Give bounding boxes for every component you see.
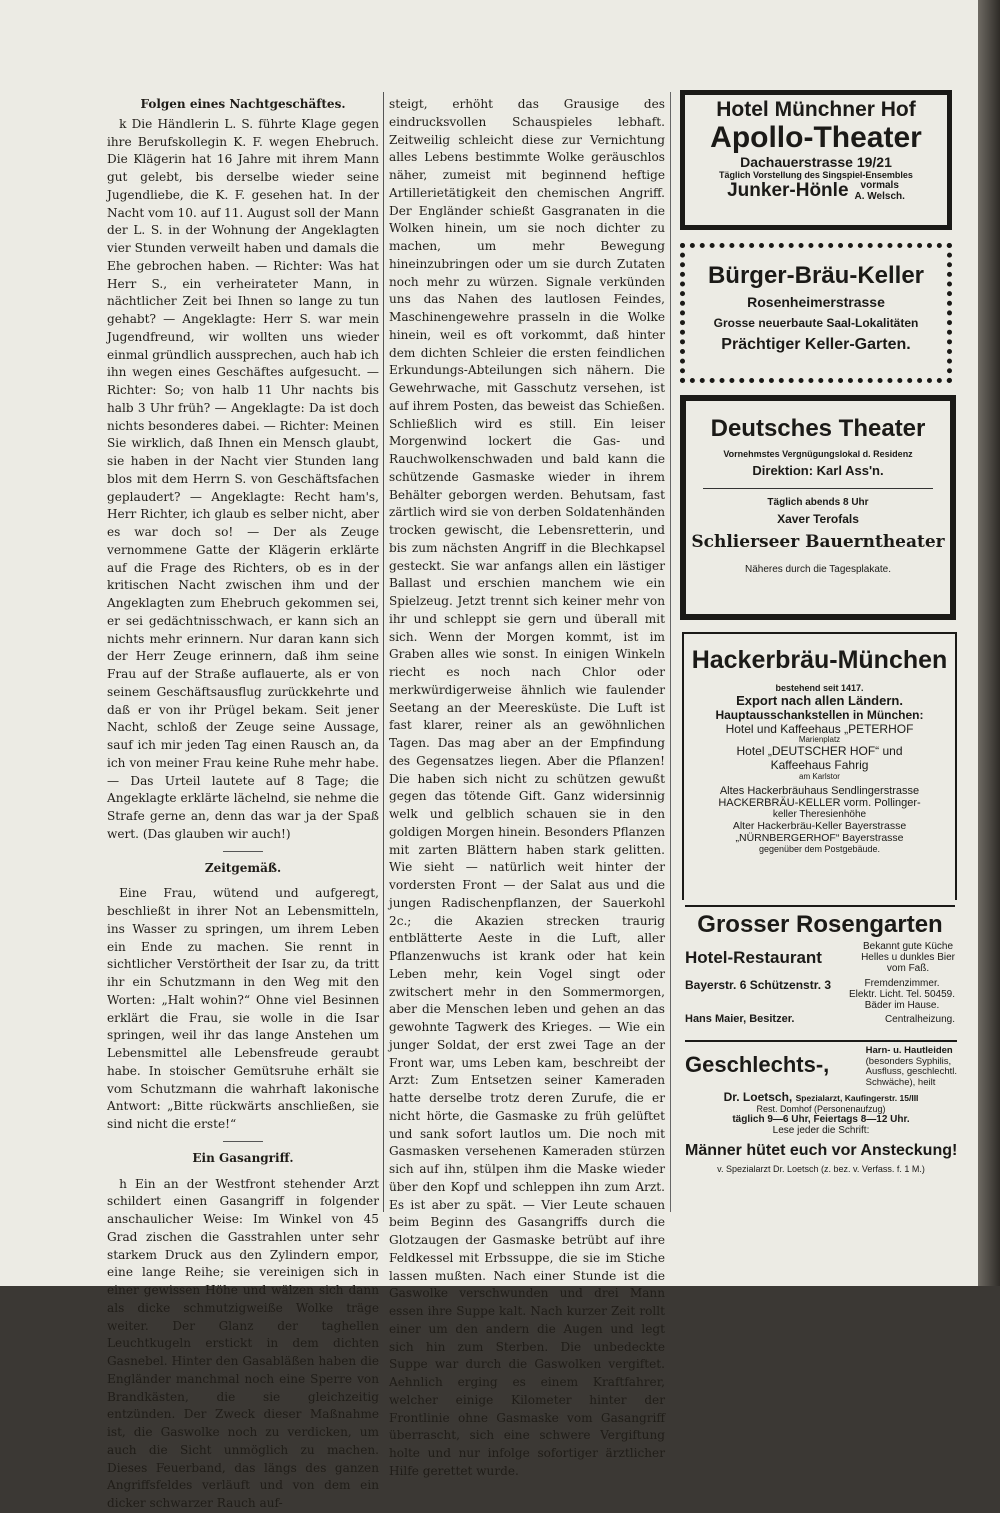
ad-hacker-alter: Alter Hackerbräu-Keller Bayerstrasse: [732, 820, 907, 832]
ad-loetsch-domhof: Rest. Domhof (Personenaufzug): [756, 1104, 886, 1114]
ad-theater-bauerntheater: Schlierseer Bauerntheater: [691, 532, 945, 552]
ad-apollo-formerly: vormals: [860, 180, 899, 191]
ad-hacker-post: gegenüber dem Postgebäude.: [758, 844, 881, 854]
ad-theater-title: Deutsches Theater: [710, 415, 926, 442]
article-body-zeitgemaess: Eine Frau, wütend und aufgeregt, beschließt in ihrer Not an Lebensmitteln, ins Wasser zu springen, um ihrem Leben ein Ende zu machen. Sie rennt in sichtlicher Verstörtheit der Isar zu, da tritt ihr ein Schutzmann in den Weg mit den Worten: „Halt wohin?“ Ohne viel Besinnen erklärt die Frau, sie wolle in die Isar springen, weil ihr das lange Anstehen um Lebensmittel alle Lebensfreude geraubt habe. In stoischer Gemütsruhe erhält sie vom Schutzmann die wahrhaft lakonische Antwort: „Bitte rückwärts anschließen, sie sind nicht die erste!“: [107, 886, 379, 1131]
ad-rosengarten-address: Bayerstr. 6 Schützenstr. 3: [685, 978, 832, 992]
ad-buerger-braeu-keller: [680, 243, 952, 383]
ad-apollo-daily: Täglich Vorstellung des Singspiel-Ensembles: [719, 170, 913, 180]
ad-apollo-hotel: Hotel Münchner Hof: [716, 98, 916, 121]
ad-apollo-address: Dachauerstrasse 19/21: [740, 154, 892, 170]
ad-rosengarten-tap: vom Faß.: [886, 963, 930, 974]
ad-hacker-founded: bestehend seit 1417.: [775, 683, 864, 693]
ad-loetsch-hours: täglich 9—6 Uhr, Feiertags 8—12 Uhr.: [732, 1114, 910, 1125]
ad-hacker-fahrig: Kaffeehaus Fahrig: [770, 758, 869, 772]
ad-hacker-theresienhoehe: keller Theresienhöhe: [772, 809, 867, 820]
ad-hacker-title: Hackerbräu-München: [691, 646, 948, 674]
ad-loetsch-doctor: Dr. Loetsch,: [723, 1090, 793, 1104]
ad-deutsches-theater: [680, 395, 956, 620]
ad-hackerbraeu: [682, 632, 957, 900]
ad-theater-terofal: Xaver Terofals: [777, 512, 859, 526]
ad-theater-direction: Direktion: Karl Ass'n.: [752, 463, 884, 478]
ad-rosengarten-beer: Helles u dunkles Bier: [861, 952, 955, 963]
column-divider: [383, 92, 384, 1212]
ad-loetsch-warning: Männer hütet euch vor Ansteckung!: [685, 1142, 958, 1159]
article-heading-gasangriff: Ein Gasangriff.: [192, 1150, 294, 1165]
text-column-left: [107, 96, 379, 1513]
ad-grosser-rosengarten: [685, 905, 955, 1035]
ad-rosengarten-light: Elektr. Licht. Tel. 50459.: [849, 989, 955, 1000]
article-body-gasangriff-continued: steigt, erhöht das Grausige des eindrucksvollen Schauspieles lebhaft. Zeitweilig schleicht diese zur Vernichtung alles Lebens bestimmte Wolke geräuschlos näher, zumeist mit beginnend heftige Artillerietätigkeit den chemischen Angriff. Der Engländer schießt Gasgranaten in die Wolken hinein, um sie noch dichter zu machen, um mehr Bewegung hineinzubringen oder um sie durch Zutaten noch mehr zu würzen. Signale verkünden uns das Nahen des lautlosen Feindes, Maschinengewehre prasseln in die Wolke hinein, weil es oft vorkommt, daß hinter dem dichten Schleier die ersten feindlichen Erkundungs-Abteilungen sich nähern. Die Gewehrwache, mit Gasschutz versehen, ist auf ihrem Posten, das beweist das Schießen. Schließlich wird es still. Ein leiser Morgenwind lockert die Gas- und Rauchwolkenschwaden und bald kann die schützende Gasmaske wieder in ihrem Behälter geborgen werden. Behutsam, fast zärtlich wird sie von derben Soldatenhänden trocken gewischt, die Lebensretterin, und bis zum nächsten Angriff in die Blechkapsel gesteckt. Sie war anfangs allen ein lästiger Ballast und erschien manchem wie ein Spielzeug. Jetzt trennt sich keiner mehr von ihr und schleppt sie gern und überall mit sich. Wenn der Morgen kommt, ist im Graben alles wie sonst. In einigen Winkeln riecht es noch nach Chlor oder merkwürdigerweise ähnlich wie faulender Seetang an der Meeresküste. Die Luft ist fast klarer, reiner als an gewöhnlichen Tagen. Das mag aber an der Empfindung des Gegensatzes liegen. Aber die Pflanzen! Die haben sich nicht zu schützen gewußt gegen das tötende Gift. Ganz widersinnig welk und gelblich schauen sie in den goldigen Morgen hinein. Besonders Pflanzen mit zarten Blättern haben stark gelitten. Wie sieht — natürlich weit hinter der vordersten Front — der Salat aus und die jungen Radischenpflanzen, der Sauerkohl 2c.; die Akazien strecken traurig entblätterte Aeste in die Luft, aller Pflanzenwuchs ist krank oder hat kein Leben mehr, kein Vogel singt oder zwitschert mehr in den Sommermorgen, aber die Menschen leben und gehen an das gewohnte Tagwerk des Krieges. — Wie ein junger Soldat, der erst zwei Tage an der Front war, ums Leben kam, beschreibt der Arzt: Zum Entsetzen seiner Kameraden hatte derselbe trotz deren Zurufe, die er nicht hörte, die Gasmaske zu früh gelüftet und sank sofort lautlos um. Die noch mit Gasmasken versehenen Kameraden stürzen sich auf ihn, stülpen ihm die Maske wieder über den Kopf und schleppen ihn zum Arzt. Es ist aber zu spät. — Vier Leute schauen beim Beginn des Gasangriffs durch die Glotzaugen der Gasmaske betrübt auf ihre Feldkessel mit Erbssuppe, die sie im Stiche lassen mußten. Nach einer Stunde ist die Gaswolke verschwunden und drei Mann essen ihre Suppe kalt. Nach kurzer Zeit rollt einer um den andern die Augen und legt sich hin zum Sterben. Die unbedeckte Suppe war durch die Gaswolken vergiftet. Aehnlich erging es einem Kraftfahrer, welcher einige Kilometer hinter der Frontlinie ohne Gasmaske vom Gasangriff überrascht, sich eine schwere Vergiftung holte und nur infolge sofortiger ärztlicher Hilfe gerettet wurde.: [389, 97, 665, 1478]
article-body-nachtgeschaeft: k Die Händlerin L. S. führte Klage gegen ihre Berufskollegin K. F. wegen Ehebruch. Die Klägerin hat 16 Jahre mit ihrem Mann gut gelebt, bis derselbe wieder seine Jugendliebe, die K. F. gesehen hat. In der Nacht vom 10. auf 11. August soll der Mann der L. S. in der Wohnung der Angeklagten vier Stunden verweilt haben und damals die Ehe gebrochen haben. — Richter: Was hat Herr S., ein verheirateter Mann, in nächtlicher Zeit bei Ihnen so lange zu tun gehabt? — Angeklagte: Herr S. war mein Jugendfreund, wir wollten uns wieder einmal gründlich aussprechen, auch hab ich ihn wegen eines Geschäftes aufgesucht. — Richter: So; von halb 11 Uhr nachts bis halb 3 Uhr früh? — Angeklagte: Da ist doch nichts besonderes dabei. — Richter: Meinen Sie wirklich, daß Ihnen ein Mensch glaubt, sie haben in der Nacht vier Stunden lang blos mit dem Herrn S. von Geschäftsfachen geplaudert? — Angeklagte: Recht ham's, Herr Richter, ich glaub es selber nicht, aber es war doch so! — Der als Zeuge vernommene Gatte der Klägerin erklärte auf die Frage des Richters, ob es in der kritischen Nacht zwischen ihm und der Angeklagten zum Ehebruch gekommen sei, er sei gedächtnisschwach, er kann sich an nichts mehr erinnern. Nur daran kann sich der Herr Zeuge erinnern, daß ihm seine Frau auf der Straße auflauerte, als er von seinem Geschäftsausflug zurückkehrte und daß er von ihr Prügel bekam. Seit jener Nacht, schloß der Zeuge seine Aussage, sauf ich mir jeden Tag einen Rausch an, da ich von meiner Frau keine Ruhe mehr habe. — Das Urteil lautete auf 8 Tage; die Angeklagte erklärte lächelnd, sie nehme die Strafe gerne an, denn das war ja der Spaß wert. (Das glauben wir auch!): [107, 116, 379, 841]
ad-rosengarten-owner: Hans Maier, Besitzer.: [685, 1013, 795, 1025]
ad-rosengarten-kitchen: Bekannt gute Küche: [862, 941, 954, 952]
ad-loetsch-address: Spezialarzt, Kaufingerstr. 15/III: [795, 1093, 919, 1103]
ad-hacker-marienplatz: Marienplatz: [798, 735, 841, 744]
ad-rosengarten-rooms: Fremdenzimmer.: [864, 978, 940, 989]
page-binding-edge: [978, 0, 1000, 1286]
article-separator: [223, 1141, 263, 1142]
article-heading-zeitgemaess: Zeitgemäß.: [204, 860, 282, 875]
ad-apollo-theater: [680, 90, 952, 230]
article-heading-nachtgeschaeft: Folgen eines Nachtgeschäftes.: [140, 97, 346, 111]
ad-buerger-title: Bürger-Bräu-Keller: [707, 262, 925, 289]
ad-buerger-street: Rosenheimerstrasse: [747, 294, 885, 310]
ad-hacker-karlstor: am Karlstor: [799, 772, 840, 781]
ad-buerger-halls: Grosse neuerbaute Saal-Lokalitäten: [713, 316, 919, 330]
ad-hacker-nuernberger: „NÜRNBERGERHOF“ Bayerstrasse: [735, 832, 904, 844]
ad-loetsch-ausfluss: Ausfluss, geschlechtl.: [865, 1066, 957, 1077]
ad-rosengarten-restaurant: Hotel-Restaurant: [685, 947, 822, 967]
ad-buerger-garden: Prächtiger Keller-Garten.: [721, 336, 911, 353]
ad-hacker-keller: HACKERBRÄU-KELLER vorm. Pollinger-: [718, 797, 921, 809]
ad-rosengarten-baths: Bäder im Hause.: [864, 1000, 940, 1011]
ad-hacker-outlets: Hauptausschankstellen in München:: [715, 708, 924, 722]
ad-rosengarten-title: Grosser Rosengarten: [685, 905, 955, 939]
ad-apollo-welsch: A. Welsch.: [854, 191, 905, 202]
column-divider: [670, 92, 671, 1212]
ad-hacker-peterhof: Hotel und Kaffeehaus „PETERHOF: [725, 722, 914, 736]
ad-apollo-title: Apollo-Theater: [710, 121, 922, 154]
text-column-middle: [389, 96, 665, 1481]
ad-loetsch-ailments: Harn- u. Hautleiden: [865, 1045, 953, 1056]
ad-loetsch-title: Geschlechts-,: [685, 1052, 830, 1077]
ad-hacker-altes: Altes Hackerbräuhaus Sendlingerstrasse: [719, 785, 920, 797]
ad-theater-info: Näheres durch die Tagesplakate.: [744, 564, 892, 575]
ad-hacker-export: Export nach allen Ländern.: [736, 693, 903, 708]
ad-loetsch-booklet: v. Spezialarzt Dr. Loetsch (z. bez. v. Verfass. f. 1 M.): [717, 1164, 925, 1174]
ad-loetsch-schwaeche: Schwäche), heilt: [865, 1076, 936, 1088]
ad-hacker-deutscher-hof: Hotel „DEUTSCHER HOF“ und: [736, 744, 903, 758]
ad-theater-daily: Täglich abends 8 Uhr: [767, 497, 869, 508]
article-separator: [223, 851, 263, 852]
ad-theater-tagline: Vornehmstes Vergnügungslokal d. Residenz: [723, 449, 913, 459]
ad-loetsch-read: Lese jeder die Schrift:: [772, 1125, 870, 1136]
ad-dr-loetsch: [685, 1040, 957, 1190]
ad-loetsch-syphilis: (besonders Syphilis,: [865, 1055, 952, 1067]
article-body-gasangriff: h Ein an der Westfront stehender Arzt schildert einen Gasangriff in folgender anschaulicher Weise: Im Winkel von 45 Grad zischen die Gasstrahlen unter sehr starkem Druck aus den Zylindern empor, eine lange Reihe; sie vereinigen sich in einer gewissen Höhe und wälzen sich dann als dicke schmutzigweiße Wolke träge weiter. Der Glanz der taghellen Leuchtkugeln erstickt in dem dichten Gasnebel. Hinter den Gasabläßen haben die Engländer manchmal noch eine Sperre von Brandkästen, die sie gleichzeitig entzünden. Der Zweck dieser Maßnahme ist, die Gaswolke noch zu verdicken, um auch die Sicht unmöglich zu machen. Dieses Feuerband, das längs des ganzen Angriffsfeldes verläuft und von dem ein dicker schwarzer Rauch auf-: [107, 1176, 379, 1510]
ad-rosengarten-heating: Centralheizung.: [884, 1013, 955, 1025]
ad-apollo-ensemble: Junker-Hönle: [727, 180, 849, 201]
